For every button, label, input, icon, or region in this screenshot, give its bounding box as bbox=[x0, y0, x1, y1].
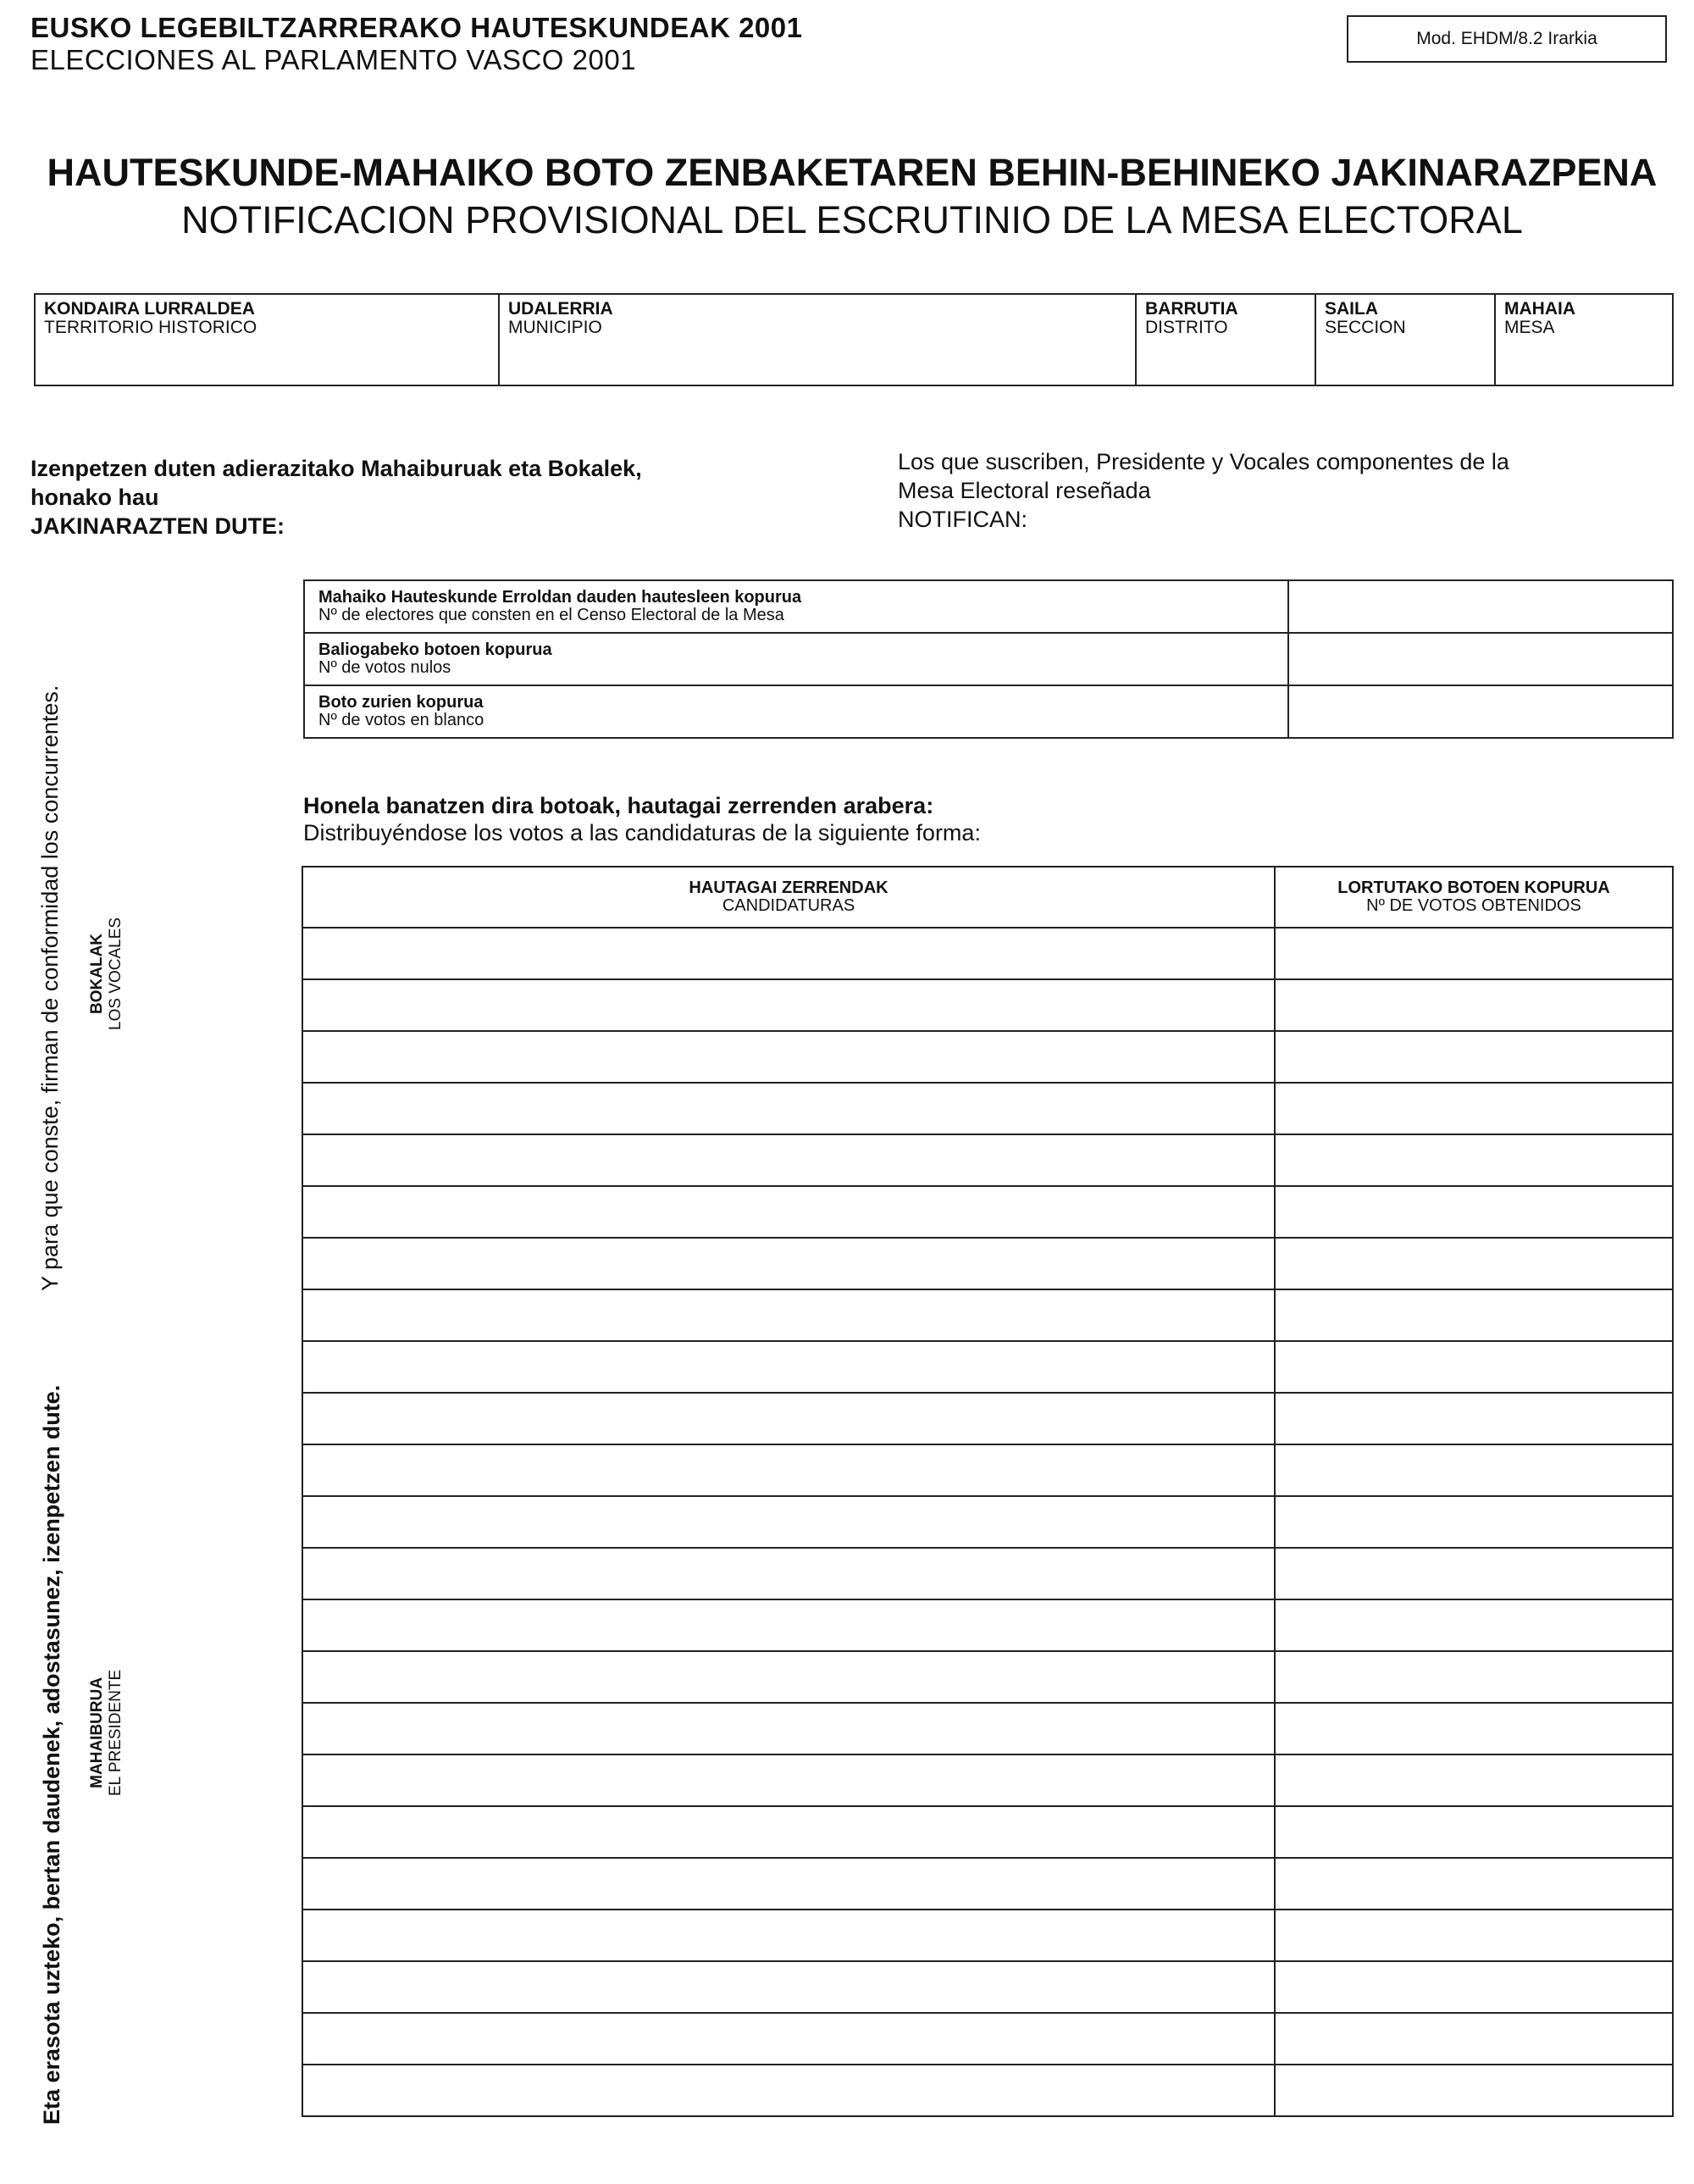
candidatures-body bbox=[302, 928, 1673, 2116]
notify-es-line2: Mesa Electoral reseñada bbox=[898, 478, 1151, 503]
model-code-box bbox=[1347, 15, 1667, 63]
table-row bbox=[302, 928, 1673, 979]
votos-header-eu: LORTUTAKO BOTOEN KOPURUA bbox=[1337, 879, 1610, 897]
table-row bbox=[302, 1186, 1673, 1238]
seccion-label-eu: SAILA bbox=[1325, 299, 1378, 319]
table-row bbox=[302, 1910, 1673, 1961]
election-title-basque: EUSKO LEGEBILTZARRERAKO HAUTESKUNDEAK 2001 bbox=[30, 12, 803, 43]
votos-cell[interactable] bbox=[1275, 1496, 1673, 1548]
notify-eu-line2: honako hau bbox=[30, 485, 159, 510]
candidatura-cell[interactable] bbox=[302, 1858, 1275, 1910]
table-row bbox=[302, 1548, 1673, 1599]
table-row bbox=[302, 1858, 1673, 1910]
distrito-label-es: DISTRITO bbox=[1145, 318, 1228, 337]
votos-cell[interactable] bbox=[1275, 2013, 1673, 2065]
table-row bbox=[302, 1806, 1673, 1858]
presidente-label-es: EL PRESIDENTE bbox=[107, 1669, 125, 1796]
votos-cell[interactable] bbox=[1275, 1754, 1673, 1806]
table-row bbox=[302, 1703, 1673, 1754]
mesa-label-es: MESA bbox=[1504, 318, 1555, 337]
notify-eu-line1: Izenpetzen duten adierazitako Mahaiburuak eta Bokalek, bbox=[30, 456, 642, 481]
candidatura-cell[interactable] bbox=[302, 1961, 1275, 2013]
votos-cell[interactable] bbox=[1275, 1238, 1673, 1289]
table-row bbox=[304, 685, 1673, 738]
table-row bbox=[302, 1031, 1673, 1083]
candidatura-cell[interactable] bbox=[302, 2013, 1275, 2065]
presidente-signature-label bbox=[88, 1670, 125, 1796]
vocales-signature-label bbox=[88, 917, 125, 1030]
votos-cell[interactable] bbox=[1275, 979, 1673, 1031]
votos-cell[interactable] bbox=[1275, 2065, 1673, 2116]
candidatura-cell[interactable] bbox=[302, 1548, 1275, 1599]
electores-value[interactable] bbox=[1288, 580, 1673, 633]
table-row bbox=[302, 1496, 1673, 1548]
table-row bbox=[302, 979, 1673, 1031]
mesa-field[interactable] bbox=[1496, 295, 1672, 385]
table-row bbox=[302, 1754, 1673, 1806]
votos-cell[interactable] bbox=[1275, 1703, 1673, 1754]
nulos-label bbox=[304, 633, 1288, 685]
presidente-label-eu: MAHAIBURUA bbox=[88, 1677, 106, 1788]
candidatura-cell[interactable] bbox=[302, 1186, 1275, 1238]
votos-cell[interactable] bbox=[1275, 1083, 1673, 1134]
candidatura-cell[interactable] bbox=[302, 1703, 1275, 1754]
form-title-spanish: NOTIFICACION PROVISIONAL DEL ESCRUTINIO DE LA MESA ELECTORAL bbox=[181, 198, 1523, 241]
votos-cell[interactable] bbox=[1275, 1134, 1673, 1186]
candidaturas-header-eu: HAUTAGAI ZERRENDAK bbox=[689, 879, 889, 897]
distribution-heading-basque: Honela banatzen dira botoak, hautagai zerrenden arabera: bbox=[303, 793, 934, 818]
municipio-field[interactable] bbox=[500, 295, 1137, 385]
table-row bbox=[302, 1341, 1673, 1393]
notify-spanish bbox=[898, 447, 1677, 534]
candidatura-cell[interactable] bbox=[302, 1393, 1275, 1444]
table-row bbox=[302, 1393, 1673, 1444]
territorio-field[interactable] bbox=[36, 295, 500, 385]
model-code: Mod. EHDM/8.2 Irarkia bbox=[1416, 29, 1597, 48]
votos-cell[interactable] bbox=[1275, 1289, 1673, 1341]
candidatura-cell[interactable] bbox=[302, 1806, 1275, 1858]
notify-eu-line3: JAKINARAZTEN DUTE: bbox=[30, 513, 285, 539]
votos-cell[interactable] bbox=[1275, 1910, 1673, 1961]
conformity-text-spanish: Y para que conste, firman de conformidad los concurrentes. bbox=[37, 685, 63, 1291]
candidatura-cell[interactable] bbox=[302, 1238, 1275, 1289]
table-row bbox=[302, 1238, 1673, 1289]
counts-table bbox=[303, 579, 1674, 739]
table-row bbox=[304, 633, 1673, 685]
seccion-field[interactable] bbox=[1316, 295, 1496, 385]
nulos-value[interactable] bbox=[1288, 633, 1673, 685]
blanco-label-eu: Boto zurien kopurua bbox=[318, 693, 484, 712]
candidatura-cell[interactable] bbox=[302, 1651, 1275, 1703]
table-row bbox=[302, 2065, 1673, 2116]
vocales-label-eu: BOKALAK bbox=[88, 933, 106, 1014]
candidatura-cell[interactable] bbox=[302, 2065, 1275, 2116]
votos-cell[interactable] bbox=[1275, 1186, 1673, 1238]
conformity-text-basque: Eta erasota uzteko, bertan daudenek, adostasunez, izenpetzen dute. bbox=[39, 1384, 64, 2125]
nulos-label-eu: Baliogabeko botoen kopurua bbox=[318, 640, 552, 659]
candidatura-cell[interactable] bbox=[302, 1599, 1275, 1651]
nulos-label-es: Nº de votos nulos bbox=[318, 658, 451, 677]
votos-cell[interactable] bbox=[1275, 1599, 1673, 1651]
election-title-spanish: ELECCIONES AL PARLAMENTO VASCO 2001 bbox=[30, 44, 637, 75]
candidatura-cell[interactable] bbox=[302, 1341, 1275, 1393]
location-table bbox=[34, 293, 1674, 386]
mesa-label-eu: MAHAIA bbox=[1504, 299, 1575, 319]
candidatura-cell[interactable] bbox=[302, 1910, 1275, 1961]
municipio-label-eu: UDALERRIA bbox=[508, 299, 613, 319]
table-row bbox=[302, 1961, 1673, 2013]
candidatura-cell[interactable] bbox=[302, 1754, 1275, 1806]
candidatura-cell[interactable] bbox=[302, 928, 1275, 979]
table-header-row bbox=[302, 867, 1673, 928]
candidatura-cell[interactable] bbox=[302, 1134, 1275, 1186]
table-row bbox=[302, 1651, 1673, 1703]
candidatura-cell[interactable] bbox=[302, 1444, 1275, 1496]
table-row bbox=[302, 1134, 1673, 1186]
blanco-value[interactable] bbox=[1288, 685, 1673, 738]
candidatura-cell[interactable] bbox=[302, 1031, 1275, 1083]
votos-header bbox=[1275, 867, 1673, 928]
votos-cell[interactable] bbox=[1275, 1961, 1673, 2013]
candidaturas-header bbox=[302, 867, 1275, 928]
blanco-label-es: Nº de votos en blanco bbox=[318, 711, 484, 729]
candidatura-cell[interactable] bbox=[302, 1289, 1275, 1341]
candidaturas-header-es: CANDIDATURAS bbox=[722, 896, 855, 915]
vocales-label-es: LOS VOCALES bbox=[107, 917, 125, 1030]
table-row bbox=[302, 1289, 1673, 1341]
votos-cell[interactable] bbox=[1275, 1341, 1673, 1393]
distribution-heading-spanish: Distribuyéndose los votos a las candidaturas de la siguiente forma: bbox=[303, 820, 981, 845]
votos-cell[interactable] bbox=[1275, 1651, 1673, 1703]
votos-cell[interactable] bbox=[1275, 1548, 1673, 1599]
seccion-label-es: SECCION bbox=[1325, 318, 1406, 337]
notify-basque bbox=[30, 454, 861, 540]
territorio-label-es: TERRITORIO HISTORICO bbox=[44, 318, 257, 337]
distrito-field[interactable] bbox=[1137, 295, 1316, 385]
candidatures-table bbox=[302, 866, 1674, 2117]
electores-label-eu: Mahaiko Hauteskunde Erroldan dauden hautesleen kopurua bbox=[318, 588, 802, 607]
municipio-label-es: MUNICIPIO bbox=[508, 318, 602, 337]
votos-cell[interactable] bbox=[1275, 1393, 1673, 1444]
candidatura-cell[interactable] bbox=[302, 1496, 1275, 1548]
votos-cell[interactable] bbox=[1275, 1444, 1673, 1496]
table-row bbox=[302, 1083, 1673, 1134]
candidatura-cell[interactable] bbox=[302, 1083, 1275, 1134]
electores-label-es: Nº de electores que consten en el Censo Electoral de la Mesa bbox=[318, 606, 784, 624]
table-row bbox=[302, 1444, 1673, 1496]
notify-es-line1: Los que suscriben, Presidente y Vocales componentes de la bbox=[898, 449, 1509, 474]
notify-es-line3: NOTIFICAN: bbox=[898, 507, 1027, 532]
blanco-label bbox=[304, 685, 1288, 738]
territorio-label-eu: KONDAIRA LURRALDEA bbox=[44, 299, 255, 319]
votos-cell[interactable] bbox=[1275, 1031, 1673, 1083]
table-row bbox=[302, 2013, 1673, 2065]
distrito-label-eu: BARRUTIA bbox=[1145, 299, 1238, 319]
votos-cell[interactable] bbox=[1275, 1806, 1673, 1858]
votos-cell[interactable] bbox=[1275, 928, 1673, 979]
form-title-basque: HAUTESKUNDE-MAHAIKO BOTO ZENBAKETAREN BEHIN-BEHINEKO JAKINARAZPENA bbox=[47, 151, 1658, 194]
votos-cell[interactable] bbox=[1275, 1858, 1673, 1910]
electores-label bbox=[304, 580, 1288, 633]
votos-header-es: Nº DE VOTOS OBTENIDOS bbox=[1366, 896, 1581, 915]
table-row bbox=[304, 580, 1673, 633]
candidatura-cell[interactable] bbox=[302, 979, 1275, 1031]
table-row bbox=[302, 1599, 1673, 1651]
